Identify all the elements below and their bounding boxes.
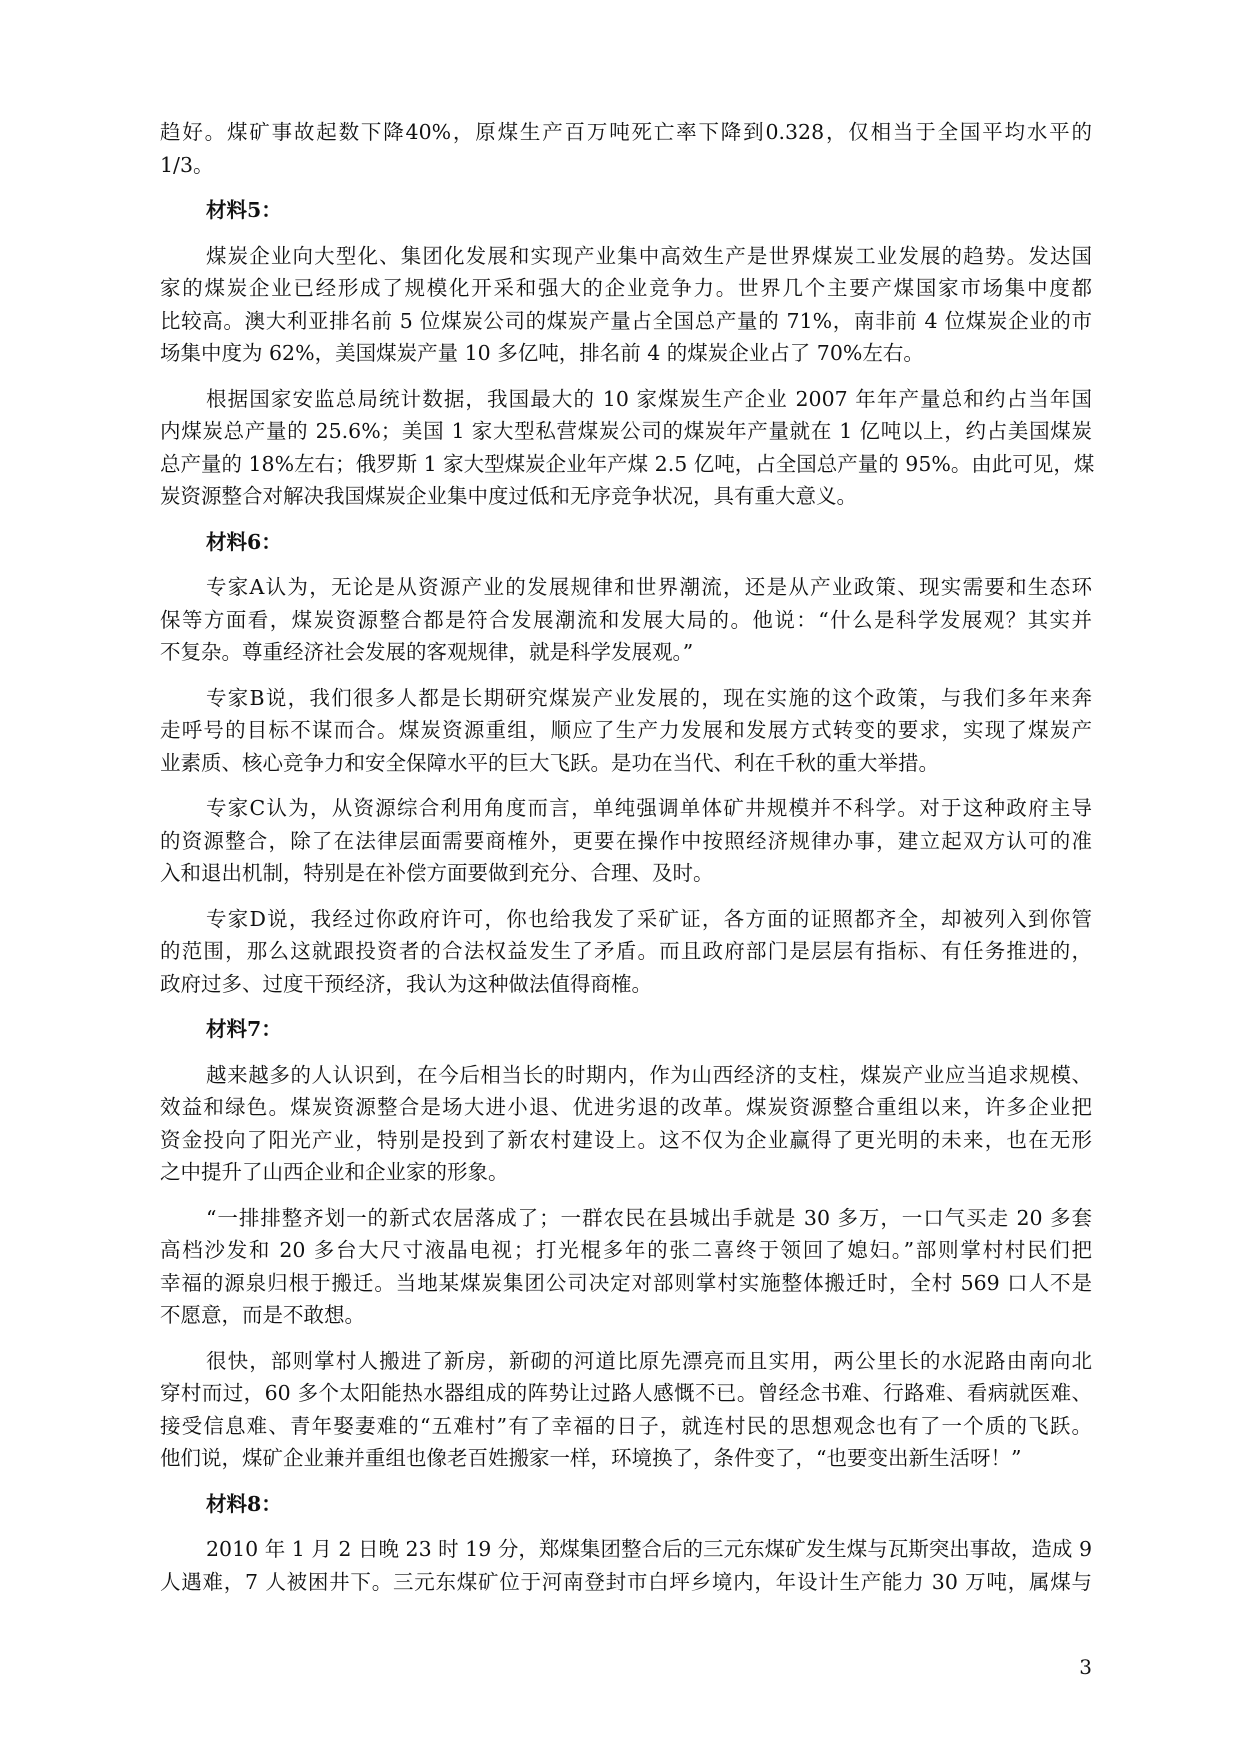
paragraph xyxy=(160,1345,1092,1475)
paragraph-line: 2010 年 1 月 2 日晚 23 时 19 分，郑煤集团整合后的三元东煤矿发生煤与瓦斯突出事故，造成 9 xyxy=(206,1537,1092,1561)
paragraph xyxy=(160,1533,1092,1598)
paragraph-line: 他们说，煤矿企业兼并重组也像老百姓搬家一样，环境换了，条件变了，“也要变出新生活呀！” xyxy=(160,1446,1022,1470)
paragraph-line: 走呼号的目标不谋而合。煤炭资源重组，顺应了生产力发展和发展方式转变的要求，实现了煤炭产 xyxy=(160,718,1092,742)
paragraph-line: 接受信息难、青年娶妻难的“五难村”有了幸福的日子，就连村民的思想观念也有了一个质的飞跃。 xyxy=(160,1413,1092,1438)
paragraph-line: 政府过多、过度干预经济，我认为这种做法值得商榷。 xyxy=(160,971,652,996)
heading-text: 材料7： xyxy=(206,1017,282,1041)
paragraph-line: 专家B说，我们很多人都是长期研究煤炭产业发展的，现在实施的这个政策，与我们多年来奔 xyxy=(206,685,1092,710)
paragraph-line: 专家D说，我经过你政府许可，你也给我发了采矿证，各方面的证照都齐全，却被列入到你管 xyxy=(206,906,1092,931)
paragraph xyxy=(160,383,1095,513)
paragraph-line: 专家C认为，从资源综合利用角度而言，单纯强调单体矿井规模并不科学。对于这种政府主导 xyxy=(206,796,1092,820)
paragraph-line: 之中提升了山西企业和企业家的形象。 xyxy=(160,1160,509,1184)
section-heading xyxy=(160,1488,1092,1521)
document-body xyxy=(160,116,1095,1611)
paragraph xyxy=(160,792,1092,890)
page-number: 3 xyxy=(1079,1655,1092,1679)
paragraph-line: 炭资源整合对解决我国煤炭企业集中度过低和无序竞争状况，具有重大意义。 xyxy=(160,484,857,508)
paragraph xyxy=(160,240,1092,370)
paragraph xyxy=(160,116,1092,181)
paragraph-line: 的范围，那么这就跟投资者的合法权益发生了矛盾。而且政府部门是层层有指标、有任务推进的， xyxy=(160,939,1092,963)
paragraph xyxy=(160,1059,1092,1189)
paragraph-line: 场集中度为 62%，美国煤炭产量 10 多亿吨，排名前 4 的煤炭企业占了 70%左右。 xyxy=(160,341,924,365)
section-heading xyxy=(160,1013,1092,1046)
heading-text: 材料6： xyxy=(206,529,282,554)
paragraph xyxy=(160,903,1092,1001)
paragraph-line: 家的煤炭企业已经形成了规模化开采和强大的企业竞争力。世界几个主要产煤国家市场集中度都 xyxy=(160,276,1092,300)
paragraph-line: 内煤炭总产量的 25.6%；美国 1 家大型私营煤炭公司的煤炭年产量就在 1 亿吨以上，约占美国煤炭 xyxy=(160,419,1092,443)
paragraph-line: 总产量的 18%左右；俄罗斯 1 家大型煤炭企业年产煤 2.5 亿吨，占全国总产量的 95%。由此可见，煤 xyxy=(160,451,1095,476)
paragraph-line: “一排排整齐划一的新式农居落成了；一群农民在县城出手就是 30 多万，一口气买走 20 多套 xyxy=(206,1205,1092,1230)
paragraph-line: 越来越多的人认识到，在今后相当长的时期内，作为山西经济的支柱，煤炭产业应当追求规模、 xyxy=(206,1062,1092,1087)
paragraph-line: 穿村而过，60 多个太阳能热水器组成的阵势让过路人感慨不已。曾经念书难、行路难、看病就医难、 xyxy=(160,1381,1092,1405)
paragraph-line: 入和退出机制，特别是在补偿方面要做到充分、合理、及时。 xyxy=(160,861,714,885)
paragraph xyxy=(160,571,1092,669)
paragraph-line: 业素质、核心竞争力和安全保障水平的巨大飞跃。是功在当代、利在千秋的重大举措。 xyxy=(160,750,939,775)
paragraph xyxy=(160,682,1092,780)
section-heading xyxy=(160,194,1092,227)
heading-text: 材料8： xyxy=(206,1491,282,1516)
section-heading xyxy=(160,526,1092,559)
paragraph-line: 煤炭企业向大型化、集团化发展和实现产业集中高效生产是世界煤炭工业发展的趋势。发达国 xyxy=(206,243,1092,268)
paragraph-line: 效益和绿色。煤炭资源整合是场大进小退、优进劣退的改革。煤炭资源整合重组以来，许多企业把 xyxy=(160,1095,1092,1119)
paragraph-line: 比较高。澳大利亚排名前 5 位煤炭公司的煤炭产量占全国总产量的 71%，南非前 4 位煤炭企业的市 xyxy=(160,308,1092,333)
paragraph-line: 幸福的源泉归根于搬迁。当地某煤炭集团公司决定对部则掌村实施整体搬迁时，全村 569 口人不是 xyxy=(160,1270,1092,1295)
paragraph-line: 根据国家安监总局统计数据，我国最大的 10 家煤炭生产企业 2007 年年产量总和约占当年国 xyxy=(206,386,1092,411)
paragraph-line: 不愿意，而是不敢想。 xyxy=(160,1303,365,1327)
paragraph-line: 保等方面看，煤炭资源整合都是符合发展潮流和发展大局的。他说：“什么是科学发展观？其实并 xyxy=(160,607,1092,632)
paragraph-line: 资金投向了阳光产业，特别是投到了新农村建设上。这不仅为企业赢得了更光明的未来，也在无形 xyxy=(160,1127,1092,1152)
heading-text: 材料5： xyxy=(206,198,282,222)
paragraph-line: 高档沙发和 20 多台大尺寸液晶电视；打光棍多年的张二喜终于领回了媳妇。”部则掌村村民们把 xyxy=(160,1238,1092,1262)
paragraph-line: 人遇难，7 人被困井下。三元东煤矿位于河南登封市白坪乡境内，年设计生产能力 30 万吨，属煤与 xyxy=(160,1569,1092,1594)
paragraph-line: 专家A认为，无论是从资源产业的发展规律和世界潮流，还是从产业政策、现实需要和生态环 xyxy=(206,575,1092,599)
paragraph xyxy=(160,1202,1092,1332)
paragraph-line: 的资源整合，除了在法律层面需要商榷外，更要在操作中按照经济规律办事，建立起双方认可的准 xyxy=(160,828,1092,853)
paragraph-line: 很快，部则掌村人搬进了新房，新砌的河道比原先漂亮而且实用，两公里长的水泥路由南向北 xyxy=(206,1348,1092,1373)
paragraph-line: 1/3。 xyxy=(160,152,214,177)
paragraph-line: 趋好。煤矿事故起数下降40%，原煤生产百万吨死亡率下降到0.328，仅相当于全国平均水平的 xyxy=(160,120,1092,144)
paragraph-line: 不复杂。尊重经济社会发展的客观规律，就是科学发展观。” xyxy=(160,640,694,664)
